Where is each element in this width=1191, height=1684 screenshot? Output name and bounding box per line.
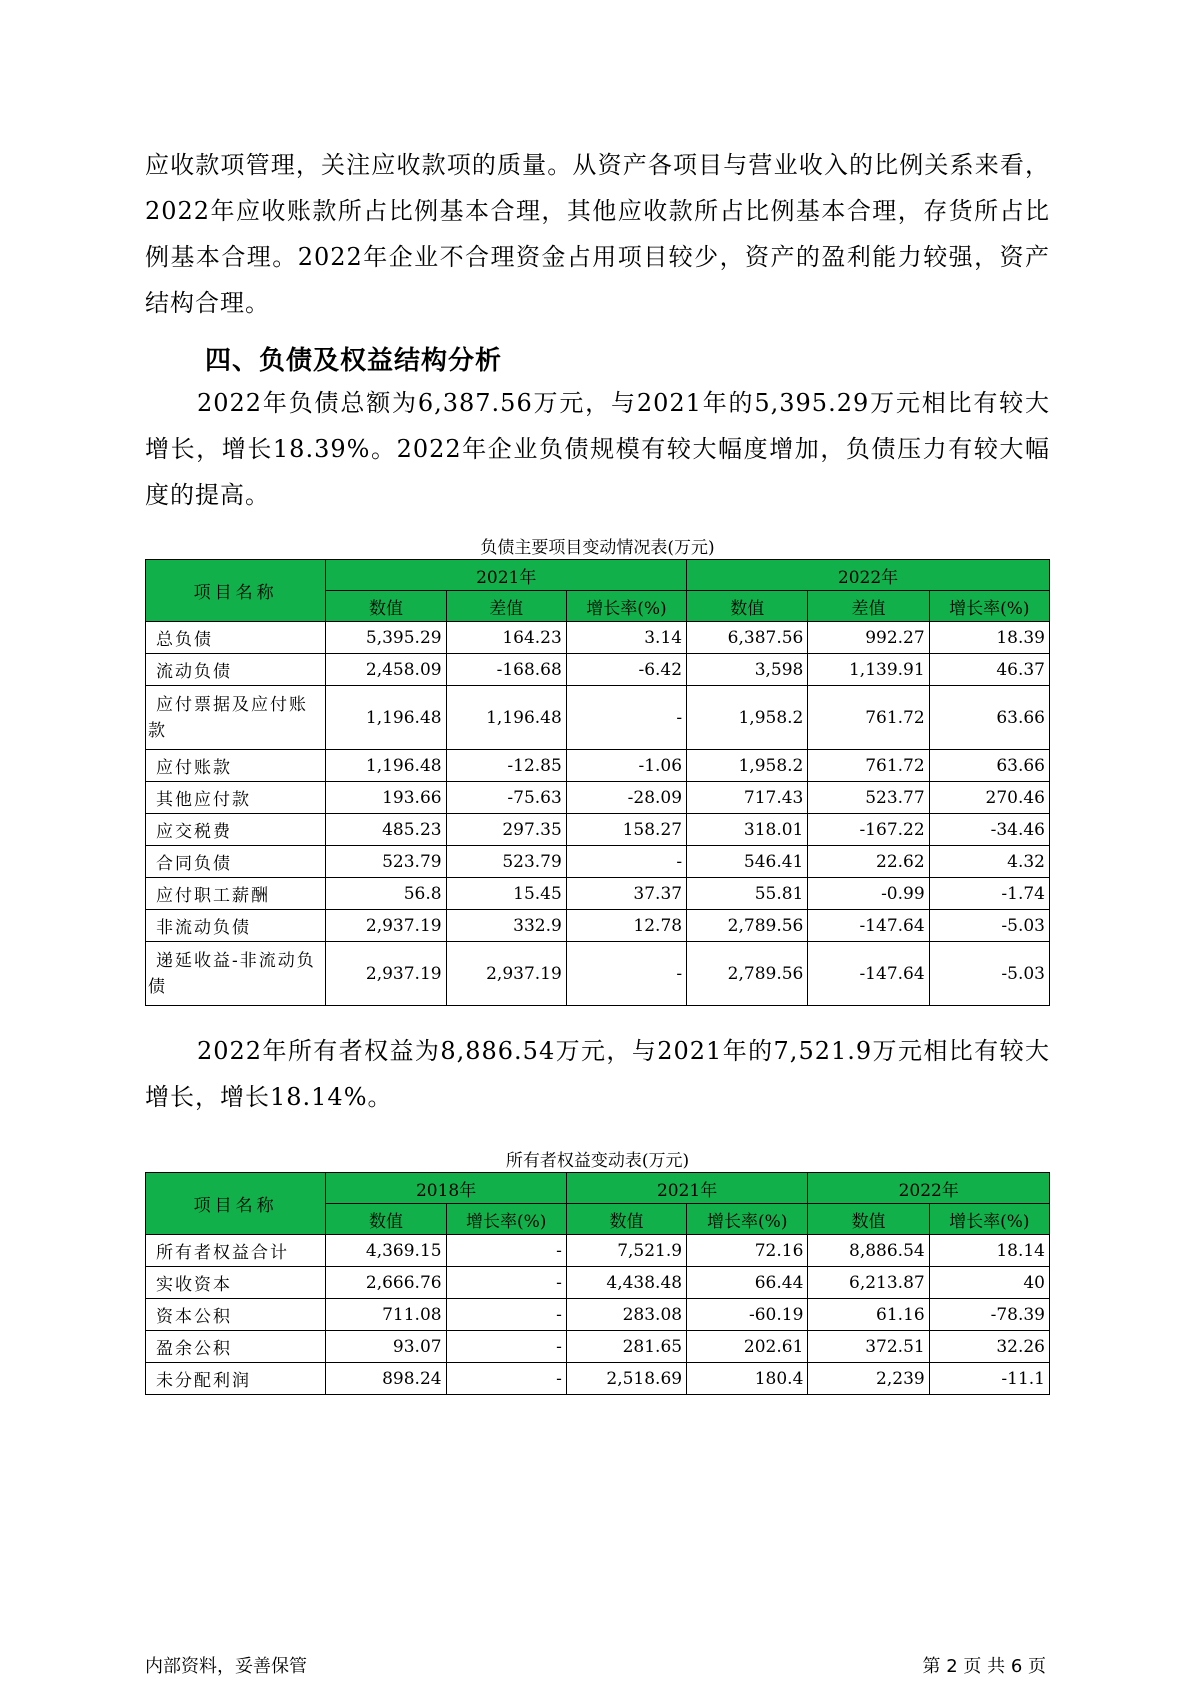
row-label: 实收资本 bbox=[146, 1267, 326, 1299]
table-row bbox=[146, 654, 1050, 686]
table-cell: - bbox=[446, 1267, 566, 1299]
table-row bbox=[146, 942, 1050, 1006]
table-cell: -11.1 bbox=[929, 1363, 1049, 1395]
row-label: 所有者权益合计 bbox=[146, 1235, 326, 1267]
table-cell: 1,958.2 bbox=[687, 750, 808, 782]
table-cell: 523.77 bbox=[808, 782, 929, 814]
table-cell: 898.24 bbox=[326, 1363, 446, 1395]
table-cell: 32.26 bbox=[929, 1331, 1049, 1363]
table-row bbox=[146, 686, 1050, 750]
table-cell: 4,438.48 bbox=[566, 1267, 686, 1299]
row-label: 合同负债 bbox=[146, 846, 326, 878]
table-row bbox=[146, 814, 1050, 846]
table-cell: 270.46 bbox=[929, 782, 1049, 814]
table1-body bbox=[146, 622, 1050, 1006]
table-cell: 2,937.19 bbox=[446, 942, 566, 1006]
table-cell: - bbox=[566, 942, 686, 1006]
paragraph-liabilities: 2022年负债总额为6,387.56万元，与2021年的5,395.29万元相比有较大增长，增长18.39%。2022年企业负债规模有较大幅度增加，负债压力有较大幅度的提高。 bbox=[145, 389, 1050, 509]
table-row bbox=[146, 1331, 1050, 1363]
table2-item-header: 项目名称 bbox=[146, 1173, 326, 1235]
table-cell: 717.43 bbox=[687, 782, 808, 814]
table-cell: 2,789.56 bbox=[687, 942, 808, 1006]
table-cell: 2,239 bbox=[808, 1363, 929, 1395]
table-cell: 93.07 bbox=[326, 1331, 446, 1363]
footer-page-number: 第 2 页 共 6 页 bbox=[922, 1656, 1046, 1677]
table-cell: 6,387.56 bbox=[687, 622, 808, 654]
table-cell: -168.68 bbox=[446, 654, 566, 686]
table2-subheader: 增长率(%) bbox=[687, 1204, 808, 1235]
table-row bbox=[146, 910, 1050, 942]
row-label: 应付职工薪酬 bbox=[146, 878, 326, 910]
table-cell: 37.37 bbox=[566, 878, 686, 910]
table-cell: -147.64 bbox=[808, 942, 929, 1006]
table-cell: 761.72 bbox=[808, 750, 929, 782]
table-cell: 2,789.56 bbox=[687, 910, 808, 942]
table1-year-header: 2021年 bbox=[326, 560, 687, 591]
table-cell: 4,369.15 bbox=[326, 1235, 446, 1267]
table-cell: 2,518.69 bbox=[566, 1363, 686, 1395]
table2-year-header: 2022年 bbox=[808, 1173, 1050, 1204]
table-cell: -78.39 bbox=[929, 1299, 1049, 1331]
table-cell: 8,886.54 bbox=[808, 1235, 929, 1267]
paragraph-equity: 2022年所有者权益为8,886.54万元，与2021年的7,521.9万元相比有较大增长，增长18.14%。 bbox=[145, 1037, 1050, 1111]
table-cell: 1,139.91 bbox=[808, 654, 929, 686]
table1-subheader: 差值 bbox=[446, 591, 566, 622]
table-cell: 40 bbox=[929, 1267, 1049, 1299]
row-label: 应付账款 bbox=[146, 750, 326, 782]
table-cell: 6,213.87 bbox=[808, 1267, 929, 1299]
table-cell: 55.81 bbox=[687, 878, 808, 910]
table-cell: 180.4 bbox=[687, 1363, 808, 1395]
row-label: 盈余公积 bbox=[146, 1331, 326, 1363]
row-label: 总负债 bbox=[146, 622, 326, 654]
table-row bbox=[146, 1363, 1050, 1395]
table-cell: 7,521.9 bbox=[566, 1235, 686, 1267]
table-cell: 46.37 bbox=[929, 654, 1049, 686]
table-cell: 15.45 bbox=[446, 878, 566, 910]
table-cell: -34.46 bbox=[929, 814, 1049, 846]
table-cell: 523.79 bbox=[326, 846, 446, 878]
table-cell: 1,196.48 bbox=[446, 686, 566, 750]
table-cell: 281.65 bbox=[566, 1331, 686, 1363]
table-cell: 546.41 bbox=[687, 846, 808, 878]
table1-subheader: 增长率(%) bbox=[566, 591, 686, 622]
table-cell: - bbox=[446, 1235, 566, 1267]
table-cell: -1.74 bbox=[929, 878, 1049, 910]
table2-body bbox=[146, 1235, 1050, 1395]
table-cell: - bbox=[566, 686, 686, 750]
table-cell: 283.08 bbox=[566, 1299, 686, 1331]
table2-subheader: 数值 bbox=[808, 1204, 929, 1235]
table-cell: 1,958.2 bbox=[687, 686, 808, 750]
table-cell: -0.99 bbox=[808, 878, 929, 910]
table-cell: 18.14 bbox=[929, 1235, 1049, 1267]
table1-item-header: 项目名称 bbox=[146, 560, 326, 622]
table2-subheader: 增长率(%) bbox=[446, 1204, 566, 1235]
table2-caption: 所有者权益变动表(万元) bbox=[505, 1151, 690, 1171]
table-cell: 193.66 bbox=[326, 782, 446, 814]
table2-year-header: 2021年 bbox=[566, 1173, 808, 1204]
table-cell: -167.22 bbox=[808, 814, 929, 846]
table-cell: -6.42 bbox=[566, 654, 686, 686]
footer-confidential-note: 内部资料，妥善保管 bbox=[145, 1656, 307, 1677]
table-cell: -75.63 bbox=[446, 782, 566, 814]
table-row bbox=[146, 878, 1050, 910]
row-label: 流动负债 bbox=[146, 654, 326, 686]
table1-caption: 负债主要项目变动情况表(万元) bbox=[480, 538, 715, 558]
table1-subheader: 数值 bbox=[687, 591, 808, 622]
table-cell: 2,937.19 bbox=[326, 942, 446, 1006]
table-cell: 3,598 bbox=[687, 654, 808, 686]
row-label: 非流动负债 bbox=[146, 910, 326, 942]
table-cell: 12.78 bbox=[566, 910, 686, 942]
row-label: 资本公积 bbox=[146, 1299, 326, 1331]
paragraph-receivables: 应收款项管理，关注应收款项的质量。从资产各项目与营业收入的比例关系来看，2022年应收账款所占比例基本合理，其他应收款所占比例基本合理，存货所占比例基本合理。2022年企业不合理资金占用项目较少，资产的盈利能力较强，资产结构合理。 bbox=[145, 151, 1050, 317]
table-cell: 66.44 bbox=[687, 1267, 808, 1299]
table-cell: 5,395.29 bbox=[326, 622, 446, 654]
table-cell: 1,196.48 bbox=[326, 750, 446, 782]
table-cell: 485.23 bbox=[326, 814, 446, 846]
table-cell: 63.66 bbox=[929, 686, 1049, 750]
table-cell: 2,458.09 bbox=[326, 654, 446, 686]
table-cell: 372.51 bbox=[808, 1331, 929, 1363]
liabilities-table bbox=[145, 559, 1050, 1006]
table-cell: 18.39 bbox=[929, 622, 1049, 654]
table2-year-header: 2018年 bbox=[326, 1173, 566, 1204]
table-cell: 56.8 bbox=[326, 878, 446, 910]
table-cell: 297.35 bbox=[446, 814, 566, 846]
table-cell: - bbox=[446, 1331, 566, 1363]
row-label: 应付票据及应付账款 bbox=[146, 686, 326, 750]
row-label: 其他应付款 bbox=[146, 782, 326, 814]
table2-subheader: 增长率(%) bbox=[929, 1204, 1049, 1235]
table-cell: 22.62 bbox=[808, 846, 929, 878]
table-cell: 523.79 bbox=[446, 846, 566, 878]
table-cell: 2,666.76 bbox=[326, 1267, 446, 1299]
table-cell: 202.61 bbox=[687, 1331, 808, 1363]
table-cell: 63.66 bbox=[929, 750, 1049, 782]
equity-table bbox=[145, 1172, 1050, 1395]
table-cell: 4.32 bbox=[929, 846, 1049, 878]
table-cell: 992.27 bbox=[808, 622, 929, 654]
table-cell: - bbox=[446, 1363, 566, 1395]
row-label: 应交税费 bbox=[146, 814, 326, 846]
table1-subheader: 数值 bbox=[326, 591, 446, 622]
table-cell: 318.01 bbox=[687, 814, 808, 846]
table-cell: 1,196.48 bbox=[326, 686, 446, 750]
table-cell: -12.85 bbox=[446, 750, 566, 782]
table-cell: 72.16 bbox=[687, 1235, 808, 1267]
table-cell: -1.06 bbox=[566, 750, 686, 782]
table-cell: 2,937.19 bbox=[326, 910, 446, 942]
table-cell: -28.09 bbox=[566, 782, 686, 814]
section-heading: 四、负债及权益结构分析 bbox=[205, 346, 503, 376]
table-cell: 3.14 bbox=[566, 622, 686, 654]
table2-subheader: 数值 bbox=[566, 1204, 686, 1235]
row-label: 未分配利润 bbox=[146, 1363, 326, 1395]
table-row bbox=[146, 782, 1050, 814]
row-label: 递延收益-非流动负债 bbox=[146, 942, 326, 1006]
table1-subheader: 差值 bbox=[808, 591, 929, 622]
table-row bbox=[146, 1235, 1050, 1267]
table-cell: 158.27 bbox=[566, 814, 686, 846]
table-cell: 711.08 bbox=[326, 1299, 446, 1331]
table-cell: -5.03 bbox=[929, 942, 1049, 1006]
table-row bbox=[146, 750, 1050, 782]
table-row bbox=[146, 1267, 1050, 1299]
table-row bbox=[146, 1299, 1050, 1331]
table-cell: - bbox=[566, 846, 686, 878]
table2-subheader: 数值 bbox=[326, 1204, 446, 1235]
table-cell: 61.16 bbox=[808, 1299, 929, 1331]
table-cell: - bbox=[446, 1299, 566, 1331]
table-cell: 332.9 bbox=[446, 910, 566, 942]
table-cell: -147.64 bbox=[808, 910, 929, 942]
table-row bbox=[146, 622, 1050, 654]
table-row bbox=[146, 846, 1050, 878]
table-cell: 164.23 bbox=[446, 622, 566, 654]
table1-year-header: 2022年 bbox=[687, 560, 1050, 591]
table-cell: -5.03 bbox=[929, 910, 1049, 942]
table1-subheader: 增长率(%) bbox=[929, 591, 1049, 622]
table-cell: 761.72 bbox=[808, 686, 929, 750]
table-cell: -60.19 bbox=[687, 1299, 808, 1331]
